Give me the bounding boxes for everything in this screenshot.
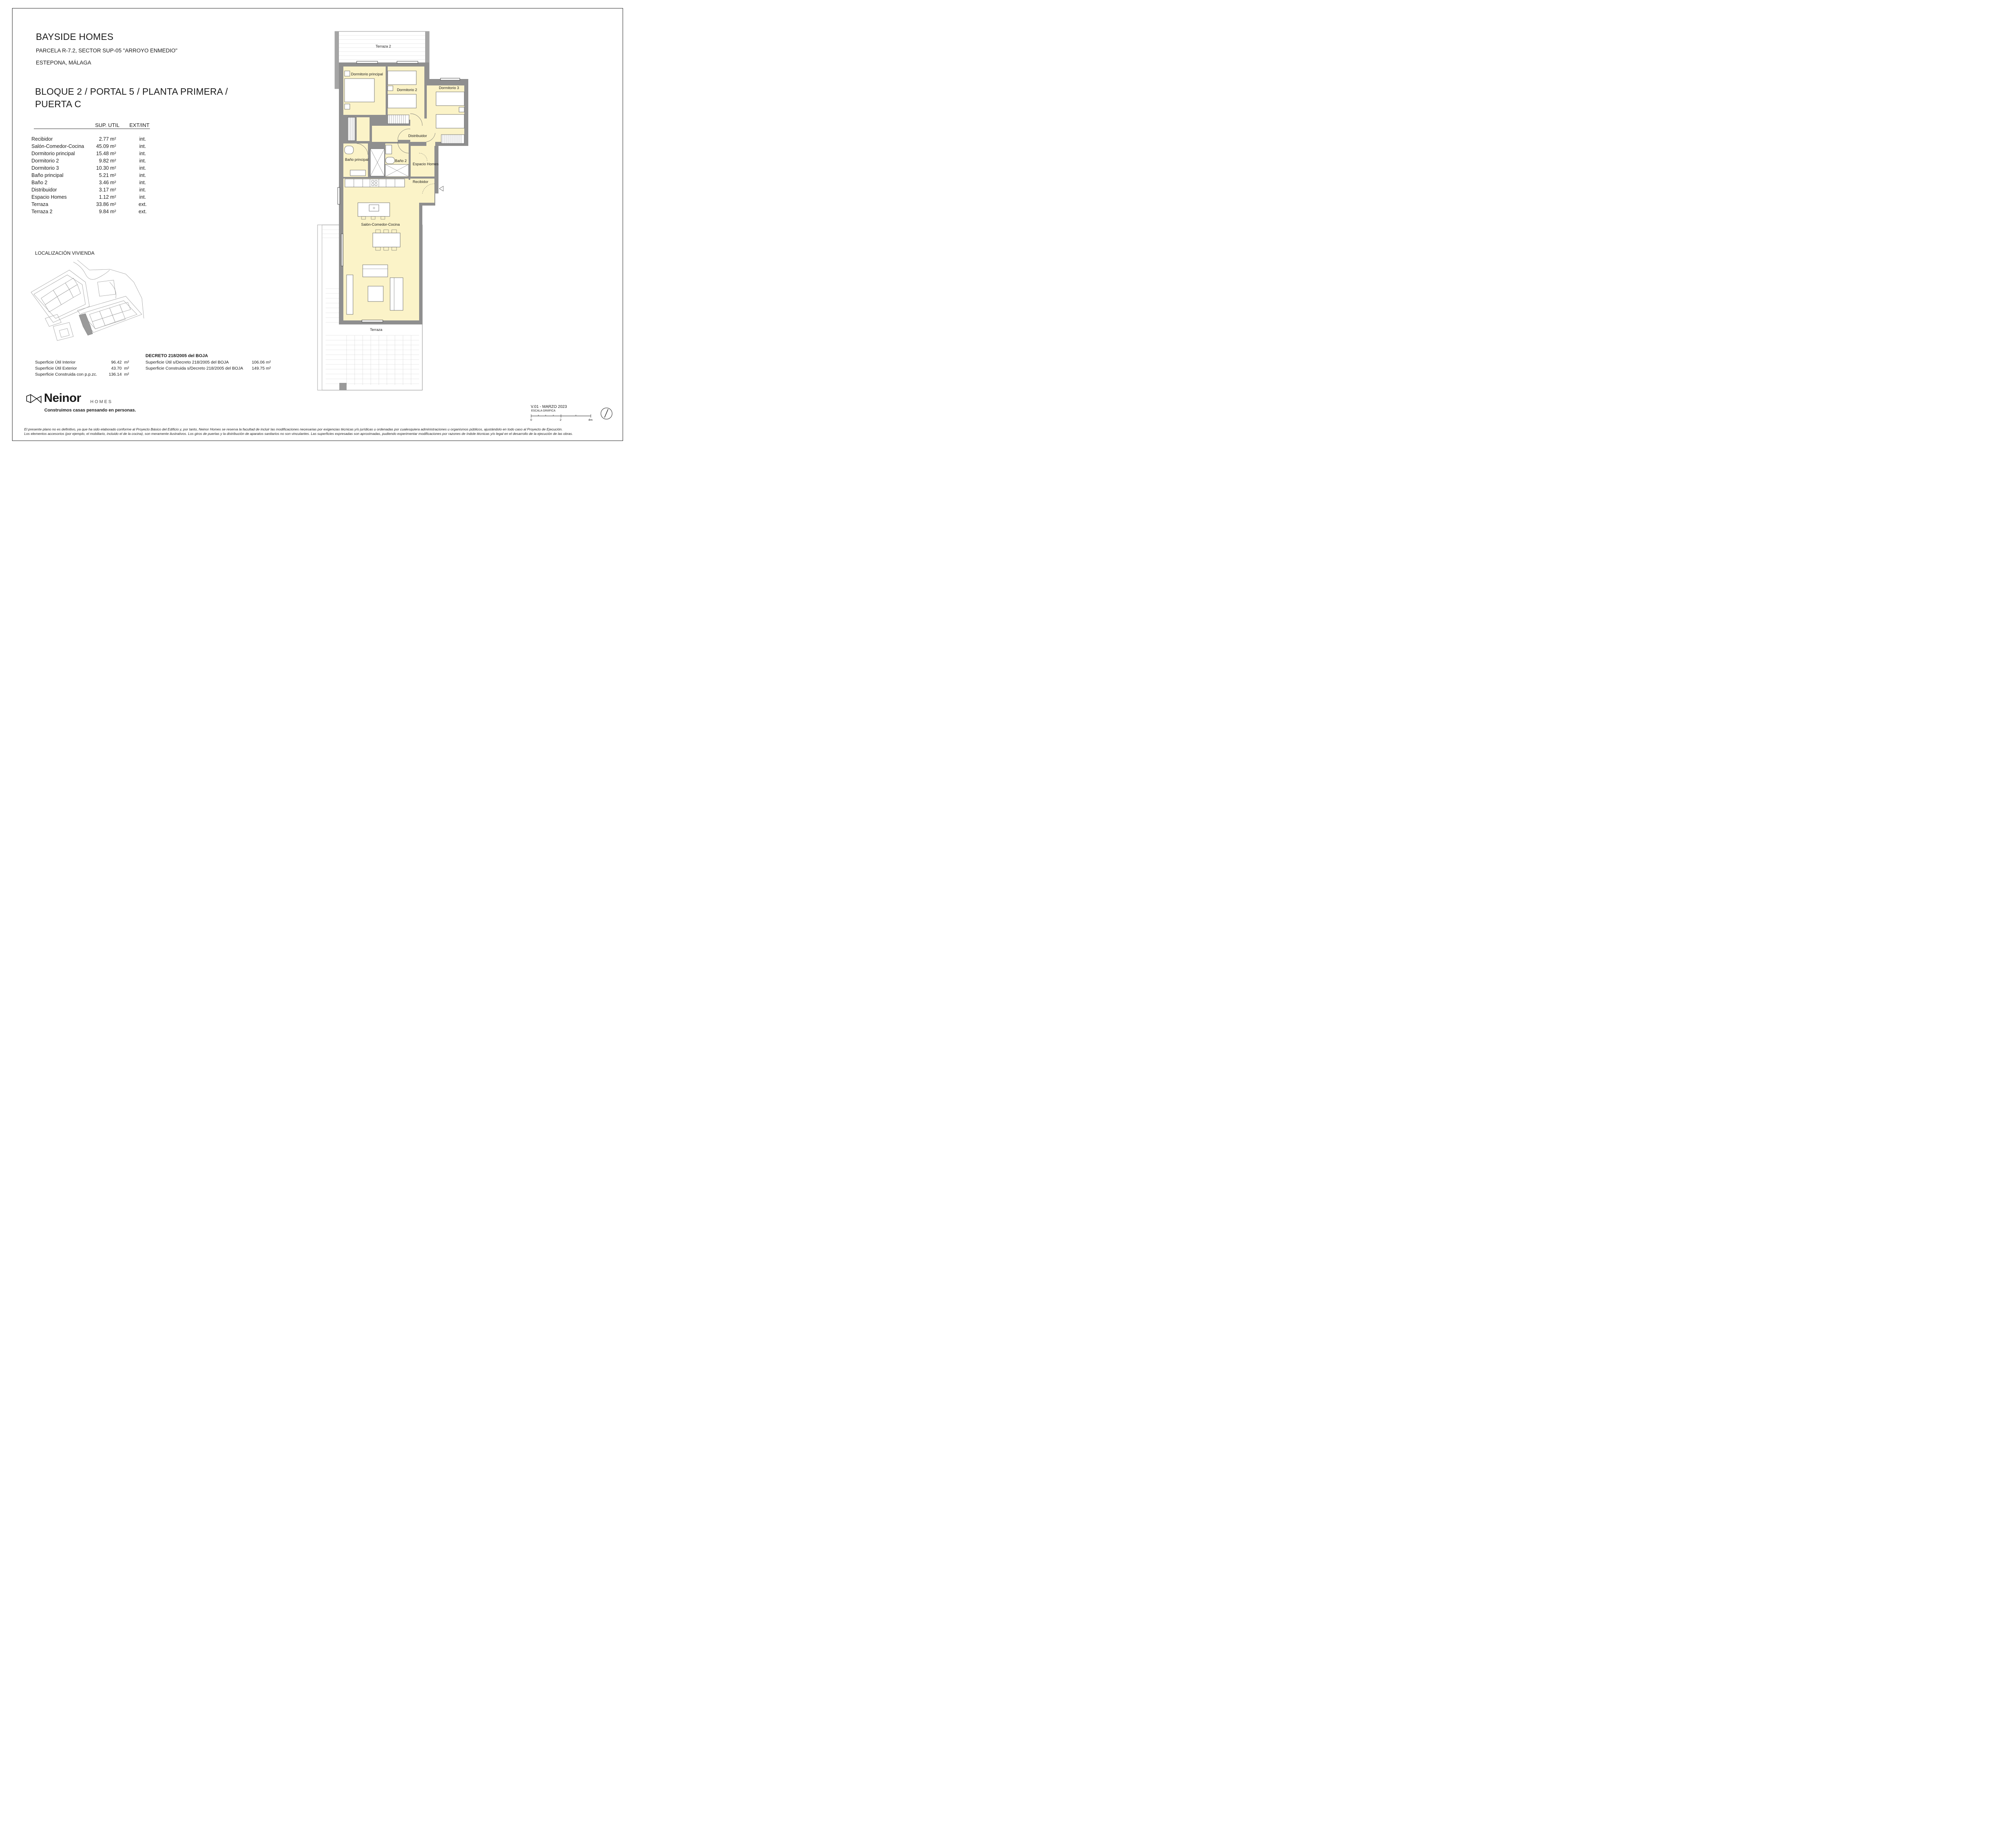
project-title: BAYSIDE HOMES xyxy=(36,31,114,42)
surface-table xyxy=(31,136,152,216)
table-row: Distribuidor 3.17 m² int. xyxy=(31,187,146,193)
table-row: Baño 2 3.46 m² int. xyxy=(31,180,146,185)
parcela-text: PARCELA R-7.2, SECTOR SUP-05 "ARROYO ENMEDIO" xyxy=(36,48,178,54)
table-row: Dormitorio 2 9.82 m² int. xyxy=(31,158,146,164)
decree-value-1: 106.06 m² xyxy=(251,360,271,365)
scale-tick-2: 2 xyxy=(560,418,562,422)
summary-label-1: Superficie Útil Interior xyxy=(35,360,76,365)
decree-label-1: Superficie Útil s/Decreto 218/2005 del BOJA xyxy=(145,360,229,365)
north-arrow-icon xyxy=(600,407,613,420)
table-row: Dormitorio 3 10.30 m² int. xyxy=(31,165,146,171)
decree-label-2: Superficie Construida s/Decreto 218/2005 del BOJA xyxy=(145,366,243,371)
label-dormitorio-3: Dormitorio 3 xyxy=(439,86,459,90)
label-dormitorio-principal: Dormitorio principal xyxy=(351,72,383,76)
col-header-extint: EXT/INT xyxy=(129,122,150,128)
version-label: V.01 - MARZO 2023 xyxy=(531,405,567,409)
col-header-sup: SUP. UTIL xyxy=(95,122,120,128)
summary-unit-2: m² xyxy=(124,366,129,371)
block-title-line1: BLOQUE 2 / PORTAL 5 / PLANTA PRIMERA / xyxy=(35,86,228,97)
scale-label: ESCALA GRÁFICA xyxy=(531,410,556,412)
summary-value-3: 136.14 xyxy=(108,372,122,377)
block-title-line2: PUERTA C xyxy=(35,99,81,109)
neinor-logo-icon xyxy=(26,394,42,404)
summary-label-3: Superficie Construida con p.p.zc. xyxy=(35,372,98,377)
summary-value-1: 96.42 xyxy=(111,360,122,365)
table-row: Recibidor 2.77 m² int. xyxy=(31,136,146,142)
label-dormitorio-2: Dormitorio 2 xyxy=(397,88,418,92)
scale-tick-4: 4m xyxy=(588,418,593,422)
summary-label-2: Superficie Útil Exterior xyxy=(35,366,77,371)
disclaimer-line2: Los elementos accesorios (por ejemplo, el mobiliario, incluido el de la cocina), son meramente ilustrativos. Los giros de puertas y la distribución de aparatos sanitarios no son vinculantes. Las superficies expresadas son aproximadas, pudiendo experimentar modificaciones por razones de índole técnicas y/o legal en el desarrollo de la ejecución de las obras. xyxy=(24,432,573,436)
scale-tick-0: 0 xyxy=(530,418,532,422)
decree-value-2: 149.75 m² xyxy=(251,366,271,371)
label-bano-2: Baño 2 xyxy=(395,159,407,163)
label-bano-principal: Baño principal xyxy=(345,158,369,162)
summary-unit-3: m² xyxy=(124,372,129,377)
disclaimer-line1: El presente plano no es definitivo, ya que ha sido elaborado conforme al Proyecto Básico del Edificio y, por tanto, Neinor Homes se reserva la facultad de incluir las modificaciones necesarias por exigencias técnicas y/o jurídicas u ordenadas por cualesquiera administraciones u organismos públicos, ajustándolo en todo caso al Proyecto de Ejecución. xyxy=(24,427,563,431)
table-row: Dormitorio principal 15.48 m² int. xyxy=(31,151,146,156)
label-salon: Salón-Comedor-Cocina xyxy=(361,222,400,227)
location-title: LOCALIZACIÓN VIVIENDA xyxy=(35,250,95,256)
table-row: Espacio Homes 1.12 m² int. xyxy=(31,194,146,200)
table-row: Baño principal 5.21 m² int. xyxy=(31,173,146,178)
label-espacio-homes: Espacio Homes xyxy=(413,162,439,166)
location-text: ESTEPONA, MÁLAGA xyxy=(36,60,91,66)
entrance-marker-icon xyxy=(439,186,443,191)
decree-title: DECRETO 218/2005 del BOJA xyxy=(145,353,208,358)
graphic-scale xyxy=(530,414,595,418)
table-row: Salón-Comedor-Cocina 45.09 m² int. xyxy=(31,143,146,149)
label-terraza: Terraza xyxy=(370,328,382,332)
brand-tagline: Construimos casas pensando en personas. xyxy=(44,408,136,413)
table-row: Terraza 33.86 m² ext. xyxy=(31,202,147,207)
floor-plan xyxy=(314,28,476,393)
label-distribuidor: Distribuidor xyxy=(408,134,427,138)
brand-name: Neinor xyxy=(44,391,81,405)
label-recibidor: Recibidor xyxy=(413,180,428,184)
brand-suffix: HOMES xyxy=(90,399,113,404)
table-row: Terraza 2 9.84 m² ext. xyxy=(31,209,147,214)
summary-unit-1: m² xyxy=(124,360,129,365)
highlighted-unit xyxy=(79,314,93,335)
location-site-plan xyxy=(29,258,146,351)
label-terraza2: Terraza 2 xyxy=(376,44,391,48)
summary-value-2: 43.70 xyxy=(111,366,122,371)
